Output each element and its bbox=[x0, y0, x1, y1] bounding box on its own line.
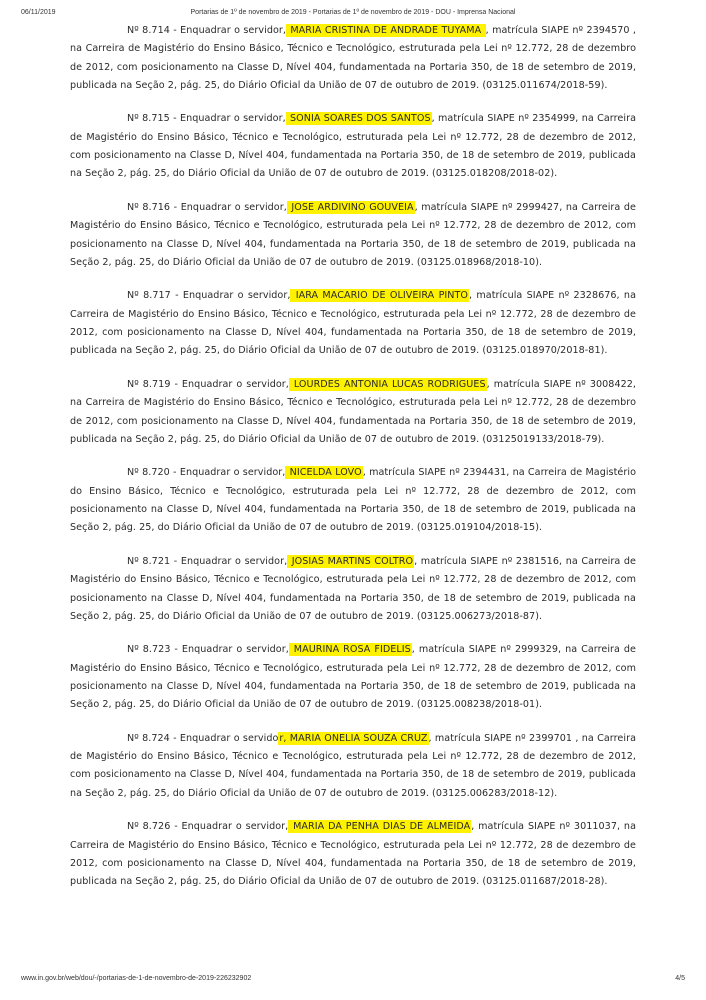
portaria-entry bbox=[70, 22, 636, 95]
portaria-entry bbox=[70, 818, 636, 891]
highlighted-name: MAURINA ROSA FIDELIS bbox=[289, 644, 411, 656]
highlighted-name: MARIA DA PENHA DIAS DE ALMEIDA bbox=[289, 821, 471, 833]
entry-text: , matrícula SIAPE nº 2394431, na Carreira de Magistério do Ensino Básico, Técnico e Tecnológico, estruturada pela Lei nº 12.772, 28 de dezembro de 2012, com posicionamento na Classe D, Nível 404, fundamentada na Portaria 350, de 18 de setembro de 2019, publicada na Seção 2, pág. 25, do Diário Oficial da União de 07 de outubro de 2019. (03125.019104/2018-15). bbox=[70, 467, 636, 534]
highlighted-name: SONIA SOARES DOS SANTOS bbox=[286, 113, 431, 125]
entry-prefix: Nº 8.716 - Enquadrar o servidor, bbox=[127, 201, 287, 213]
entry-text: , matrícula SIAPE nº 2999329, na Carreira de Magistério do Ensino Básico, Técnico e Tecnológico, estruturada pela Lei nº 12.772, 28 de dezembro de 2012, com posicionamento na Classe D, Nível 404, fundamentada na Portaria 350, de 18 de setembro de 2019, publicada na Seção 2, pág. 25, do Diário Oficial da União de 07 de outubro de 2019. (03125.008238/2018-01). bbox=[70, 644, 637, 711]
entry-prefix: Nº 8.723 - Enquadrar o servidor, bbox=[127, 644, 289, 656]
highlighted-name: JOSE ARDIVINO GOUVEIA bbox=[287, 201, 414, 213]
portaria-entry bbox=[70, 464, 636, 537]
entry-prefix: Nº 8.726 - Enquadrar o servidor, bbox=[127, 821, 289, 833]
highlighted-name: IARA MACARIO DE OLIVEIRA PINTO bbox=[291, 290, 469, 302]
portaria-entry bbox=[70, 641, 636, 714]
entry-text: , matrícula SIAPE nº 2399701 , na Carreira de Magistério do Ensino Básico, Técnico e Tecnológico, estruturada pela Lei nº 12.772, 28 de dezembro de 2012, com posicionamento na Classe D, Nível 404, fundamentada na Portaria 350, de 18 de setembro de 2019, publicada na Seção 2, pág. 25, do Diário Oficial da União de 07 de outubro de 2019. (03125.006283/2018-12). bbox=[70, 732, 636, 799]
entry-text: , matrícula SIAPE nº 3008422, na Carreira de Magistério do Ensino Básico, Técnico e Tecnológico, estruturada pela Lei nº 12.772, 28 de dezembro de 2012, com posicionamento na Classe D, Nível 404, fundamentada na Portaria 350, de 18 de setembro de 2019, publicada na Seção 2, pág. 25, do Diário Oficial da União de 07 de outubro de 2019. (03125019133/2018-79). bbox=[70, 378, 637, 445]
highlighted-name: r, MARIA ONELIA SOUZA CRUZ bbox=[279, 732, 428, 744]
print-header bbox=[21, 9, 685, 21]
portaria-entry bbox=[70, 730, 636, 803]
entry-prefix: Nº 8.715 - Enquadrar o servidor, bbox=[127, 113, 286, 125]
portaria-entry bbox=[70, 287, 636, 360]
portaria-entry bbox=[70, 376, 636, 449]
highlighted-name: NICELDA LOVO bbox=[286, 467, 362, 479]
highlighted-name: JOSIAS MARTINS COLTRO bbox=[288, 555, 414, 567]
portaria-entry bbox=[70, 110, 636, 183]
print-date: 06/11/2019 bbox=[21, 9, 56, 16]
entry-text: , matrícula SIAPE nº 2999427, na Carreira de Magistério do Ensino Básico, Técnico e Tecnológico, estruturada pela Lei nº 12.772, 28 de dezembro de 2012, com posicionamento na Classe D, Nível 404, fundamentada na Portaria 350, de 18 de setembro de 2019, publicada na Seção 2, pág. 25, do Diário Oficial da União de 07 de outubro de 2019. (03125.018968/2018-10). bbox=[70, 201, 637, 268]
entry-text: , matrícula SIAPE nº 2328676, na Carreira de Magistério do Ensino Básico, Técnico e Tecnológico, estruturada pela Lei nº 12.772, 28 de dezembro de 2012, com posicionamento na Classe D, Nível 404, fundamentada na Portaria 350, de 18 de setembro de 2019, publicada na Seção 2, pág. 25, do Diário Oficial da União de 07 de outubro de 2019. (03125.018970/2018-81). bbox=[70, 290, 636, 357]
portaria-entry bbox=[70, 553, 636, 626]
page-url: www.in.gov.br/web/dou/-/portarias-de-1-de-novembro-de-2019-226232902 bbox=[21, 975, 252, 982]
entry-prefix: Nº 8.717 - Enquadrar o servidor, bbox=[127, 290, 291, 302]
entry-prefix: Nº 8.720 - Enquadrar o servidor, bbox=[127, 467, 286, 479]
highlighted-name: MARIA CRISTINA DE ANDRADE TUYAMA bbox=[286, 25, 485, 36]
entry-prefix: Nº 8.721 - Enquadrar o servidor, bbox=[127, 555, 288, 567]
entry-text: , matrícula SIAPE nº 2354999, na Carreira de Magistério do Ensino Básico, Técnico e Tecnológico, estruturada pela Lei nº 12.772, 28 de dezembro de 2012, com posicionamento na Classe D, Nível 404, fundamentada na Portaria 350, de 18 de setembro de 2019, publicada na Seção 2, pág. 25, do Diário Oficial da União de 07 de outubro de 2019. (03125.018208/2018-02). bbox=[70, 113, 636, 180]
print-title: Portarias de 1º de novembro de 2019 - Portarias de 1º de novembro de 2019 - DOU - Imprensa Nacional bbox=[190, 9, 516, 16]
highlighted-name: LOURDES ANTONIA LUCAS RODRIGUES bbox=[289, 378, 486, 390]
entry-text: , matrícula SIAPE nº 2394570 , na Carreira de Magistério do Ensino Básico, Técnico e Tecnológico, estruturada pela Lei nº 12.772, 28 de dezembro de 2012, com posicionamento na Classe D, Nível 404, fundamentada na Portaria 350, de 18 de setembro de 2019, publicada na Seção 2, pág. 25, do Diário Oficial da União de 07 de outubro de 2019. (03125.011674/2018-59). bbox=[70, 25, 637, 91]
document-body bbox=[70, 22, 636, 907]
entry-prefix: Nº 8.719 - Enquadrar o servidor, bbox=[127, 378, 289, 390]
entry-prefix: Nº 8.714 - Enquadrar o servidor, bbox=[127, 25, 286, 36]
entry-prefix: Nº 8.724 - Enquadrar o servido bbox=[127, 732, 279, 744]
page-number: 4/5 bbox=[675, 975, 685, 982]
entry-text: , matrícula SIAPE nº 2381516, na Carreira de Magistério do Ensino Básico, Técnico e Tecnológico, estruturada pela Lei nº 12.772, 28 de dezembro de 2012, com posicionamento na Classe D, Nível 404, fundamentada na Portaria 350, de 18 de setembro de 2019, publicada na Seção 2, pág. 25, do Diário Oficial da União de 07 de outubro de 2019. (03125.006273/2018-87). bbox=[70, 555, 636, 622]
print-footer bbox=[21, 975, 685, 987]
portaria-entry bbox=[70, 199, 636, 272]
entry-text: , matrícula SIAPE nº 3011037, na Carreira de Magistério do Ensino Básico, Técnico e Tecnológico, estruturada pela Lei nº 12.772, 28 de dezembro de 2012, com posicionamento na Classe D, Nível 404, fundamentada na Portaria 350, de 18 de setembro de 2019, publicada na Seção 2, pág. 25, do Diário Oficial da União de 07 de outubro de 2019. (03125.011687/2018-28). bbox=[70, 821, 636, 888]
